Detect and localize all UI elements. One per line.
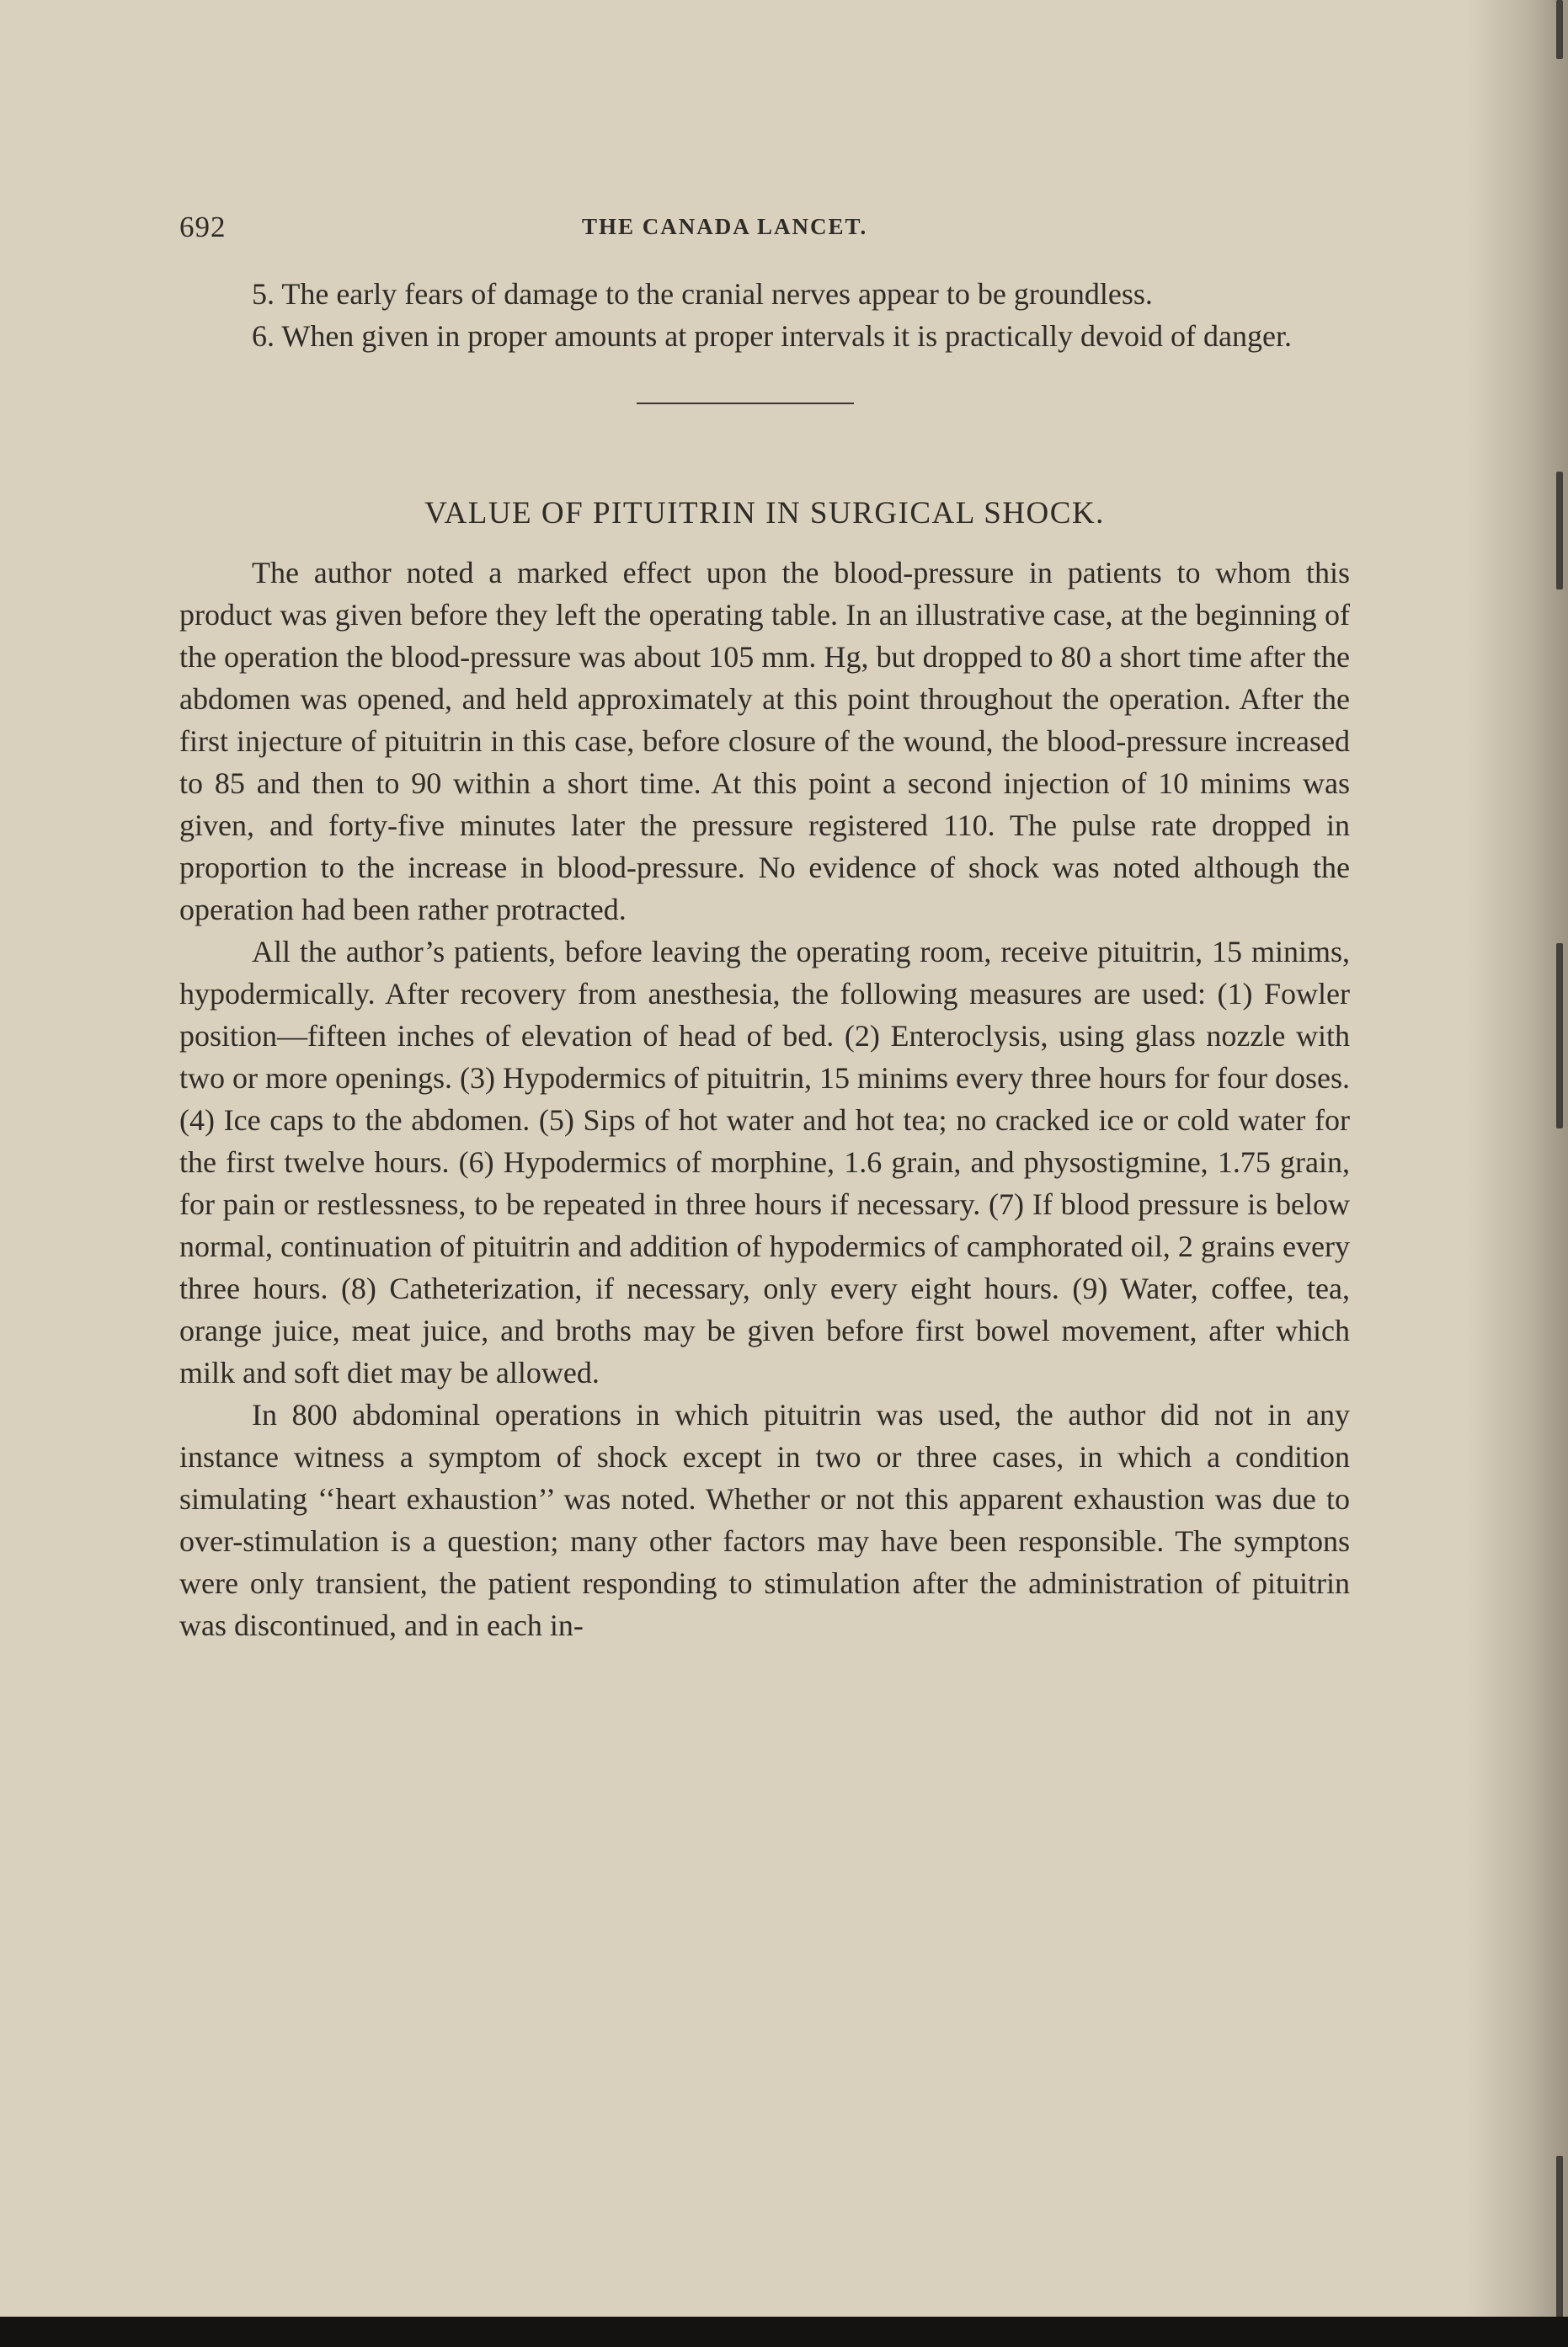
numbered-conclusions [179,273,1350,357]
binding-edge-mark [1556,943,1563,1128]
section-title: VALUE OF PITUITRIN IN SURGICAL SHOCK. [424,496,1105,531]
numbered-point: 5. The early fears of damage to the cranial nerves appear to be groundless. [252,277,1153,311]
article [179,495,1350,1646]
body-paragraph: All the author’s patients, before leaving the operating room, receive pituitrin, 15 minims, hypodermically. After recovery from anesthesia, the following measures are used: (1) Fowler position—fifteen inches of elevation of head of bed. (2) Enteroclysis, using glass nozzle with two or more openings. (3) Hypodermics of pituitrin, 15 minims every three hours for four doses. (4) Ice caps to the abdomen. (5) Sips of hot water and hot tea; no cracked ice or cold water for the first twelve hours. (6) Hypodermics of morphine, 1.6 grain, and physostigmine, 1.75 grain, for pain or restlessness, to be repeated in three hours if necessary. (7) If blood pressure is below normal, continuation of pituitrin and addition of hypodermics of camphorated oil, 2 grains every three hours. (8) Catheterization, if necessary, only every eight hours. (9) Water, coffee, tea, orange juice, meat juice, and broths may be given before first bowel movement, after which milk and soft diet may be allowed. [179,935,1350,1390]
binding-edge-mark [1556,2156,1563,2324]
binding-edge-mark [1556,0,1563,59]
running-head [179,211,1350,244]
journal-page [179,211,1350,1646]
binding-edge-mark [1556,472,1563,589]
scan-bottom-border [0,2317,1568,2347]
page-edge-shadow [1467,0,1568,2347]
section-divider [637,403,854,404]
body-paragraph: In 800 abdominal operations in which pituitrin was used, the author did not in any instance witness a symptom of shock except in two or three cases, in which a condition simulating ‘‘heart exhaustion’’ was noted. Whether or not this apparent exhaustion was due to over-stimulation is a question; many other factors may have been responsible. The symptons were only transient, the patient responding to stimulation after the administration of pituitrin was discontinued, and in each in- [179,1398,1350,1642]
page-number: 692 [179,211,227,243]
journal-title: THE CANADA LANCET. [582,214,868,239]
numbered-point: 6. When given in proper amounts at proper intervals it is practically devoid of danger. [252,319,1292,353]
body-paragraph: The author noted a marked effect upon the blood-pressure in patients to whom this product was given before they left the operating table. In an illustrative case, at the beginning of the operation the blood-pressure was about 105 mm. Hg, but dropped to 80 a short time after the abdomen was opened, and held approximately at this point throughout the operation. After the first injecture of pituitrin in this case, before closure of the wound, the blood-pressure increased to 85 and then to 90 within a short time. At this point a second injection of 10 minims was given, and forty-five minutes later the pressure registered 110. The pulse rate dropped in proportion to the increase in blood-pressure. No evidence of shock was noted although the operation had been rather protracted. [179,556,1350,926]
